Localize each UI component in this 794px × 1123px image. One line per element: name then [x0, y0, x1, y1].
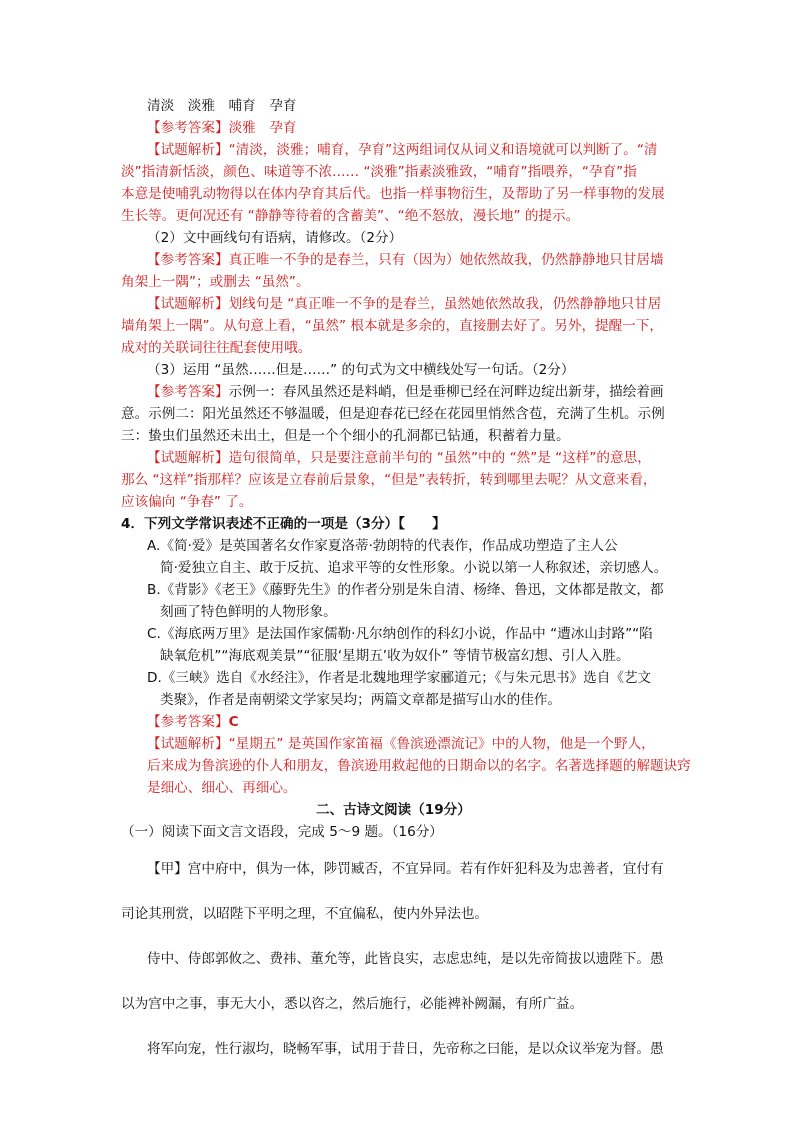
option-c-line: C.《海底两万里》是法国作家儒勒·凡尔纳创作的科幻小说，作品中 “遭冰山封路”“陷 — [147, 626, 653, 642]
question-3-line: （3）运用 “虽然……但是……” 的句式为文中横线处写一句话。（2分） — [147, 362, 575, 378]
analysis-line: 本意是使哺乳动物得以在体内孕育其后代。也指一样事物衍生，及帮助了另一样事物的发展 — [121, 186, 665, 202]
analysis-label: 【试题解析】 — [147, 736, 229, 752]
answer-line — [147, 712, 239, 732]
analysis-line: 墙角架上一隅”。从句意上看，“虽然” 根本就是多余的，直接删去好了。另外，提醒一下， — [121, 318, 664, 334]
answer-line — [147, 118, 297, 138]
question-4-line: 4．下列文学常识表述不正确的一项是（3分）【 】 — [121, 516, 446, 532]
analysis-line — [147, 294, 661, 314]
analysis-line: 那么 “这样”指那样？应该是立春前后景象，“但是”表转折，转到哪里去呢？从文意来看， — [121, 472, 657, 488]
analysis-text: “清淡，淡雅；哺育，孕育”这两组词仅从词义和语境就可以判断了。“清 — [228, 142, 658, 158]
answer-line — [147, 382, 664, 402]
answer-label: 【参考答案】 — [147, 714, 229, 730]
analysis-line: 成对的关联词往往配套使用哦。 — [121, 340, 312, 356]
passage-line: 以为宫中之事，事无大小，悉以咨之，然后施行，必能裨补阙漏，有所广益。 — [121, 996, 584, 1012]
option-d-line: D.《三峡》选自《水经注》，作者是北魏地理学家郦道元；《与朱元思书》选自《艺文 — [147, 670, 652, 686]
option-a-line: 简·爱独立自主、敢于反抗、追求平等的女性形象。小说以第一人称叙述，亲切感人。 — [160, 560, 668, 576]
answer-line — [147, 250, 664, 270]
option-b-line: 刻画了特色鲜明的人物形象。 — [160, 604, 337, 620]
answer-text: 淡雅 孕育 — [228, 120, 297, 136]
analysis-line: 生长等。更何况还有 “静静等待着的含蓄美”、“绝不怒放，漫长地” 的提示。 — [121, 208, 580, 224]
option-b-line: B.《背影》《老王》《藤野先生》的作者分别是朱自清、杨绛、鲁迅，文体都是散文，都 — [147, 582, 664, 598]
answer-label: 【参考答案】 — [147, 252, 229, 268]
passage-line: 司论其刑赏，以昭陛下平明之理，不宜偏私，使内外异法也。 — [121, 906, 489, 922]
passage-line: 将军向宠，性行淑均，晓畅军事，试用于昔日，先帝称之曰能，是以众议举宠为督。愚 — [147, 1041, 664, 1057]
answer-text: C — [228, 714, 239, 730]
answer-label: 【参考答案】 — [147, 120, 229, 136]
analysis-line — [147, 734, 655, 754]
option-words-line: 清淡 淡雅 哺育 孕育 — [147, 98, 297, 114]
analysis-line: 后来成为鲁滨逊的仆人和朋友，鲁滨逊用救起他的日期命以的名字。名著选择题的解题诀窍 — [147, 758, 691, 774]
analysis-text: “星期五” 是英国作家笛福《鲁滨逊漂流记》中的人物，他是一个野人， — [228, 736, 655, 752]
passage-line: 【甲】宫中府中，俱为一体，陟罚臧否，不宜异同。若有作奸犯科及为忠善者，宜付有 — [147, 861, 664, 877]
answer-line: 角架上一隅”；或删去 “虽然”。 — [121, 274, 310, 290]
analysis-line: 应该偏向 “争春” 了。 — [121, 494, 253, 510]
analysis-line: 淡”指清新恬淡，颜色、味道等不浓…… “淡雅”指素淡雅致，“哺育”指喂养，“孕育”指 — [121, 164, 637, 180]
subsection-instruction: （一）阅读下面文言文语段，完成 5～9 题。（16分） — [121, 824, 443, 840]
analysis-text: 划线句是 “真正唯一不争的是春兰，虽然她依然故我，仍然静静地只甘居 — [228, 296, 662, 312]
question-2-line: （2）文中画线句有语病，请修改。（2分） — [147, 230, 403, 246]
option-c-line: 缺氧危机”“海底观美景”“征服‘星期五’收为奴仆” 等情节极富幻想、引人入胜。 — [160, 648, 630, 664]
analysis-label: 【试题解析】 — [147, 142, 229, 158]
analysis-label: 【试题解析】 — [147, 450, 229, 466]
analysis-line: 是细心、细心、再细心。 — [147, 780, 297, 796]
passage-line: 侍中、侍郎郭攸之、费祎、董允等，此皆良实，志虑忠纯，是以先帝简拔以遗陛下。愚 — [147, 951, 664, 967]
answer-text: 示例一：春风虽然还是料峭，但是垂柳已经在河畔边绽出新芽，描绘着画 — [228, 384, 664, 400]
answer-label: 【参考答案】 — [147, 384, 229, 400]
analysis-text: 造句很简单，只是要注意前半句的 “虽然”中的 “然”是 “这样”的意思， — [228, 450, 651, 466]
option-a-line: A.《简·爱》是英国著名女作家夏洛蒂·勃朗特的代表作，作品成功塑造了主人公 — [147, 538, 618, 554]
section-heading: 二、古诗文阅读（19分） — [316, 802, 471, 818]
analysis-line — [147, 140, 658, 160]
analysis-line — [147, 448, 651, 468]
answer-line: 意。示例二：阳光虽然还不够温暖，但是迎春花已经在花园里悄然含苞，充满了生机。示例 — [121, 406, 665, 422]
answer-line: 三：蛰虫们虽然还未出土，但是一个个细小的孔洞都已钻通，积蓄着力量。 — [121, 428, 570, 444]
option-d-line: 类聚》，作者是南朝梁文学家吴均；两篇文章都是描写山水的佳作。 — [160, 692, 562, 708]
analysis-label: 【试题解析】 — [147, 296, 229, 312]
answer-text: 真正唯一不争的是春兰，只有（因为）她依然故我，仍然静静地只甘居墙 — [228, 252, 664, 268]
